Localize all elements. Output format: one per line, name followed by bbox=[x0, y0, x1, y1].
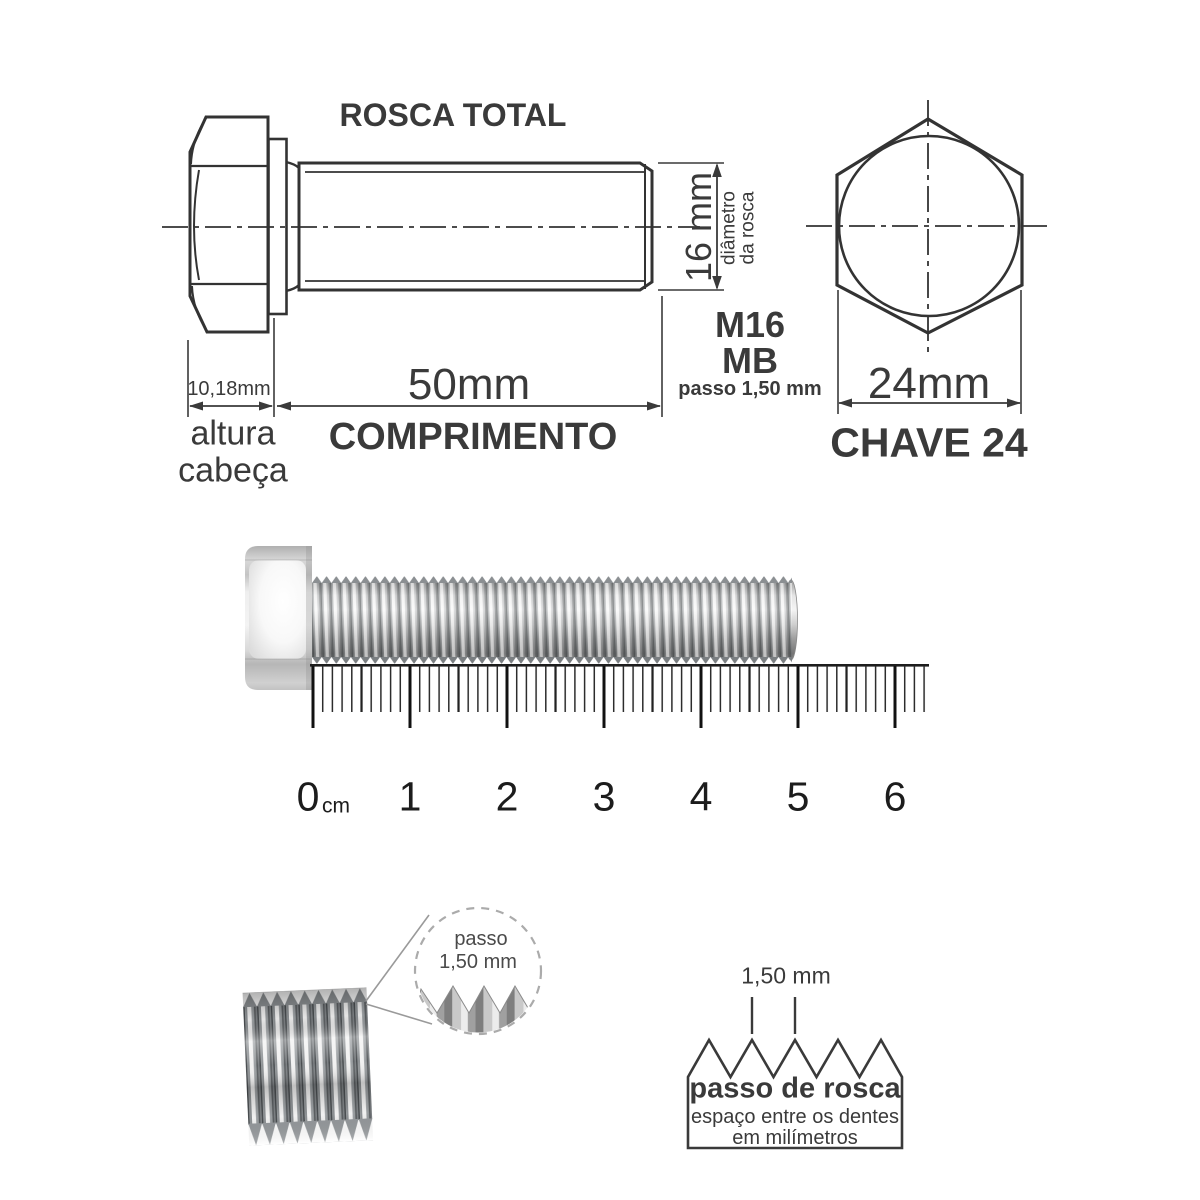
diameter-label: diâmetro da rosca bbox=[718, 191, 759, 265]
ruler-number-2: 2 bbox=[495, 773, 519, 820]
thread-closeup-photo bbox=[243, 987, 374, 1145]
spec-pitch: passo 1,50 mm bbox=[678, 378, 822, 400]
pitch-subtitle-2: em milímetros bbox=[732, 1127, 858, 1149]
head-height-value: 10,18mm bbox=[187, 378, 271, 400]
ruler bbox=[310, 664, 929, 728]
side-view-drawing bbox=[190, 117, 652, 332]
length-value: 50mm bbox=[407, 360, 531, 409]
ruler-number-1: 1 bbox=[398, 773, 422, 820]
pitch-title: passo de rosca bbox=[689, 1072, 901, 1105]
pitch-measure: 1,50 mm bbox=[741, 962, 831, 989]
head-height-label: altura cabeça bbox=[178, 414, 288, 489]
ruler-number-4: 4 bbox=[689, 773, 713, 820]
drawing-title: ROSCA TOTAL bbox=[339, 97, 567, 133]
ruler-number-5: 5 bbox=[786, 773, 810, 820]
spec-class: MB bbox=[722, 340, 778, 381]
wrench-label: CHAVE 24 bbox=[830, 419, 1028, 466]
spec-size: M16 bbox=[714, 304, 786, 345]
diameter-value: 16 mm bbox=[678, 171, 719, 283]
ruler-number-0: 0 bbox=[296, 773, 320, 820]
magnifier-label-line1: passo bbox=[454, 928, 508, 950]
ruler-number-3: 3 bbox=[592, 773, 616, 820]
ruler-number-6: 6 bbox=[883, 773, 907, 820]
pitch-subtitle-1: espaço entre os dentes bbox=[691, 1106, 899, 1128]
length-label: COMPRIMENTO bbox=[328, 416, 618, 458]
wrench-value: 24mm bbox=[867, 359, 991, 408]
magnifier-label-line2: 1,50 mm bbox=[439, 951, 517, 973]
ruler-unit: cm bbox=[322, 794, 350, 818]
